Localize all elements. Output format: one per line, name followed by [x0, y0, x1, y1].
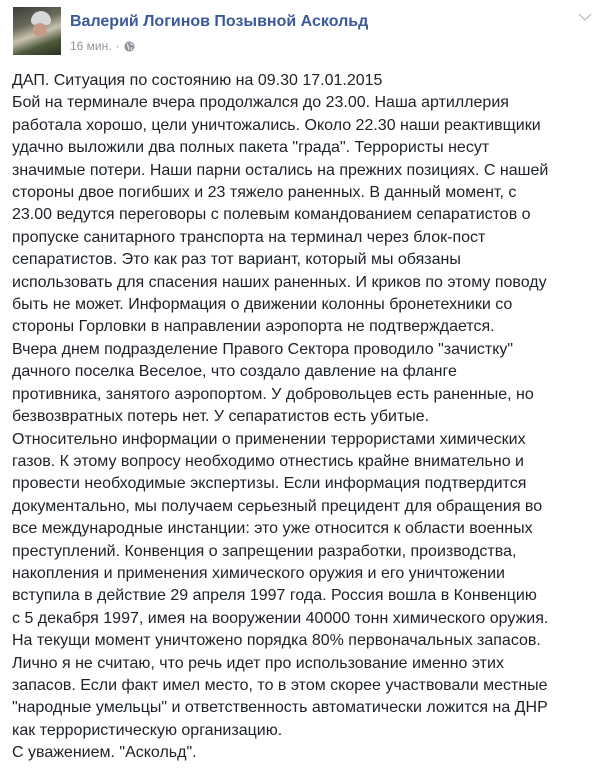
post-text-line: стороны двое погибших и 23 тяжело раненных. В данный момент, с	[12, 184, 517, 202]
avatar-face	[33, 23, 47, 37]
post-text-line: ДАП. Ситуация по состоянию на 09.30 17.01.2015	[12, 72, 383, 89]
post-timestamp[interactable]: 16 мин.	[70, 39, 112, 53]
post-text-line: работала хорошо, цели уничтожались. Около 22.30 наши реактивщики	[12, 116, 541, 134]
chevron-down-icon[interactable]	[578, 12, 592, 22]
post-text-line: запасов. Если факт имел место, то в этом скорее участвовали местные	[12, 676, 548, 694]
post-meta	[70, 39, 135, 53]
post-text-line: стороны Горловки в направлении аэропорта не подтверждается.	[12, 318, 495, 336]
post-text-line: провести необходимые экспертизы. Если информация подтвердится	[12, 475, 527, 493]
post-text-line: с 5 декабря 1997, имея на вооружении 40000 тонн химического оружия.	[12, 609, 549, 627]
post-text-line: Относительно информации о применении террористами химических	[12, 430, 526, 448]
post-body	[12, 70, 548, 765]
post-text-line: документально, мы получаем серьезный прецидент для обращения во	[12, 497, 543, 515]
post-text-line: накопления и применения химического оружия и его уничтожении	[12, 564, 505, 582]
post-text-line: 23.00 ведутся переговоры с полевым командованием сепаратистов о	[12, 206, 531, 224]
post-text-line: вступила в действие 29 апреля 1997 года. Россия вошла в Конвенцию	[12, 587, 537, 605]
post-text-line: противника, занятого аэропортом. У добровольцев есть раненные, но	[12, 385, 534, 403]
meta-separator: ·	[115, 39, 120, 53]
post-text-line: значимые потери. Наши парни остались на прежних позициях. С нашей	[12, 161, 549, 179]
post-text-line: "народные умельцы" и ответственность автоматически ложится на ДНР	[12, 699, 548, 717]
post-text-line: С уважением. "Аскольд".	[12, 744, 197, 762]
post-text-line: дачного поселка Веселое, что создало давление на фланге	[12, 363, 457, 381]
post-text-line: газов. К этому вопросу необходимо отнестись крайне внимательно и	[12, 452, 524, 470]
post-text-line: Вчера днем подразделение Правого Сектора проводило "зачистку"	[12, 340, 514, 358]
post-text-line: использовать для спасения наших раненных. И криков по этому поводу	[12, 273, 547, 291]
post-text-line: преступлений. Конвенция о запрещении разработки, производства,	[12, 542, 517, 560]
post-text-line: быть не может. Информация о движении колонны бронетехники со	[12, 296, 513, 314]
post-text-line: Бой на терминале вчера продолжался до 23.00. Наша артиллерия	[12, 94, 509, 112]
post-text-line: как террористическую организацию.	[12, 721, 283, 739]
post-text-line: удачно выложили два полных пакета "града". Террористы несут	[12, 139, 490, 157]
post-text-line: Лично я не считаю, что речь идет про использование именно этих	[12, 654, 504, 672]
post-text-line: все международные инстанции: это уже относится к области военных	[12, 520, 533, 538]
post-text-line: безвозвратных потерь нет. У сепаратистов есть убитые.	[12, 408, 430, 426]
post-text-line: сепаратистов. Это как раз тот вариант, который мы обязаны	[12, 251, 461, 269]
post-text-line: На текущи момент уничтожено порядка 80% первоначальных запасов.	[12, 632, 541, 650]
author-name-link[interactable]: Валерий Логинов Позывной Аскольд	[70, 13, 369, 30]
post-text-line: пропуске санитарного транспорта на терминал через блок-пост	[12, 228, 486, 246]
author-avatar[interactable]	[13, 7, 61, 55]
globe-icon[interactable]	[124, 41, 135, 52]
